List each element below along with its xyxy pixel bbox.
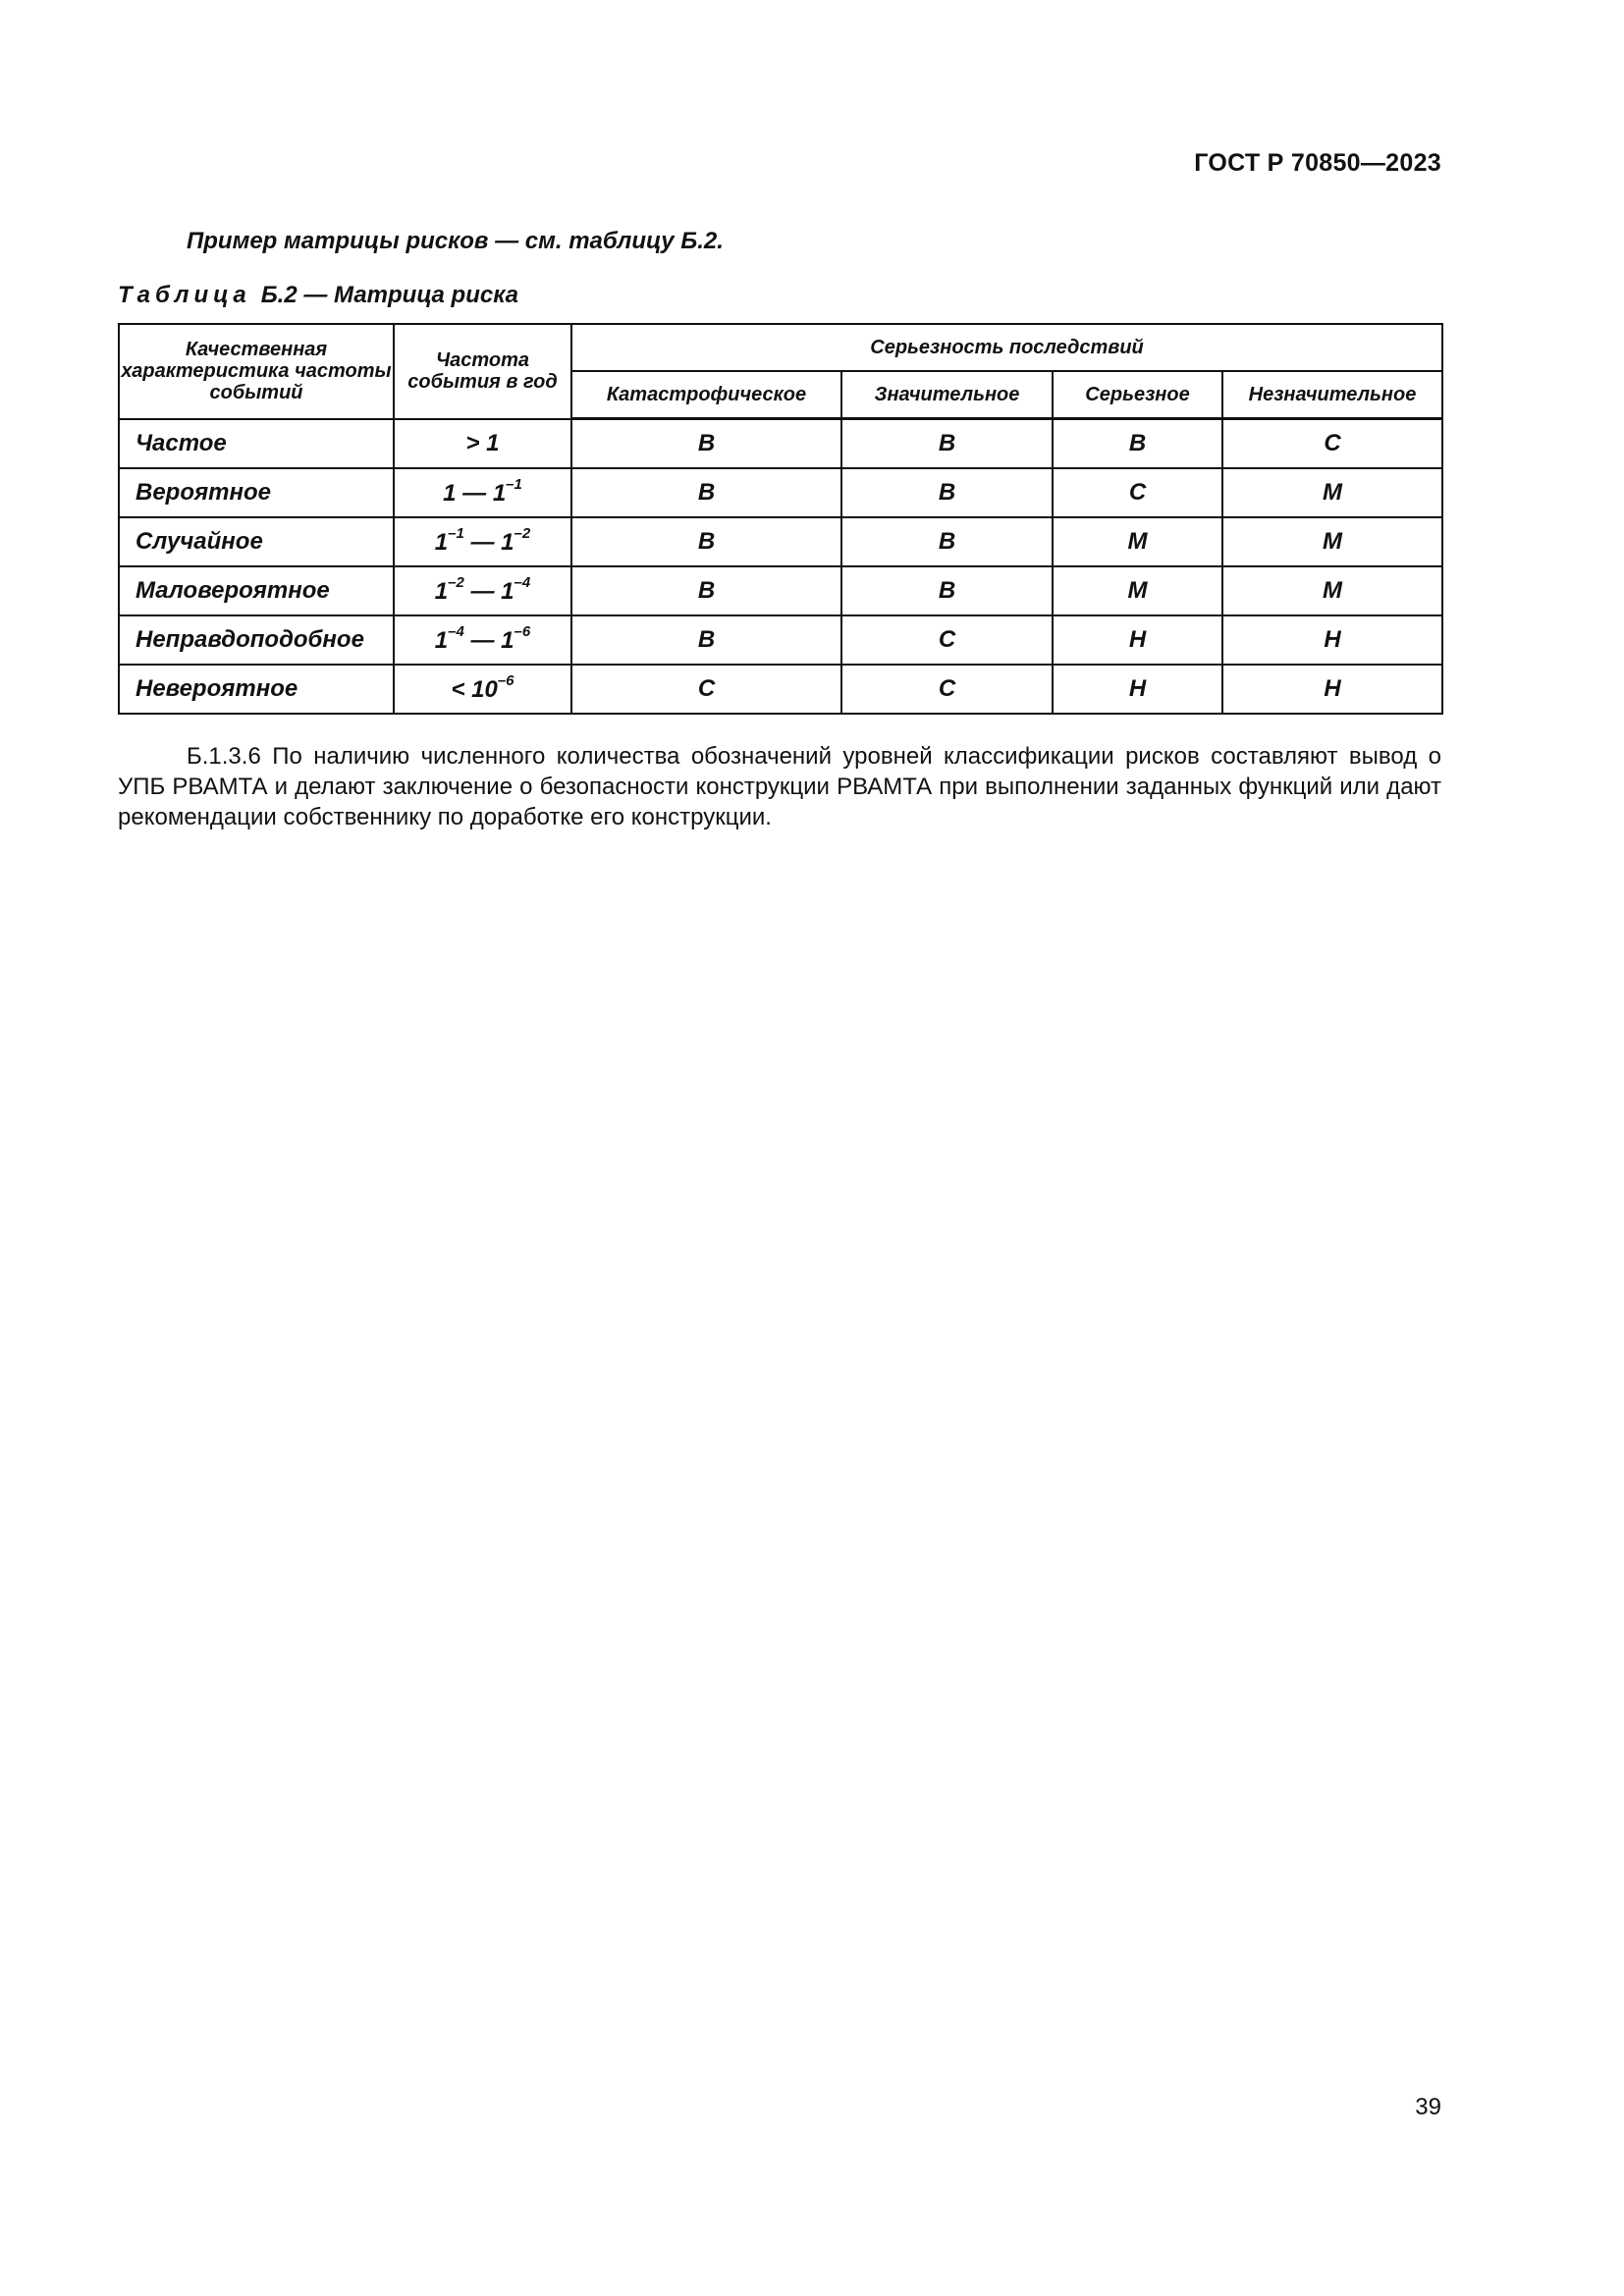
frequency-exponent: –2 <box>514 524 531 542</box>
header-characteristic: Качественная характеристика частоты событий <box>119 324 394 419</box>
frequency-cell <box>394 566 571 615</box>
row-label: Вероятное <box>119 468 394 517</box>
frequency-cell <box>394 615 571 665</box>
risk-cell: В <box>571 566 841 615</box>
table-caption-label: Таблица <box>118 282 251 308</box>
frequency-exponent: –2 <box>448 573 464 591</box>
table-row <box>119 517 1442 566</box>
header-severity: Серьезное <box>1053 371 1222 419</box>
frequency-separator: — 1 <box>463 528 514 556</box>
risk-cell: С <box>841 615 1053 665</box>
risk-cell: М <box>1222 566 1442 615</box>
frequency-exponent: –1 <box>506 475 522 493</box>
risk-cell: С <box>571 665 841 714</box>
frequency-cell <box>394 419 571 469</box>
page-number: 39 <box>1415 2094 1441 2120</box>
frequency-exponent: –4 <box>448 622 464 640</box>
frequency-exponent: –4 <box>514 573 531 591</box>
table-caption-title: Б.2 — Матрица риска <box>260 282 518 308</box>
table-row <box>119 665 1442 714</box>
row-label: Случайное <box>119 517 394 566</box>
risk-cell: С <box>1053 468 1222 517</box>
risk-cell: В <box>571 419 841 469</box>
frequency-separator: — 1 <box>463 577 514 605</box>
frequency-base: 1 — 1 <box>443 479 507 507</box>
header-severity: Значительное <box>841 371 1053 419</box>
table-row <box>119 468 1442 517</box>
risk-cell: М <box>1222 468 1442 517</box>
risk-cell: М <box>1053 517 1222 566</box>
risk-cell: В <box>841 468 1053 517</box>
body-paragraph: Б.1.3.6 По наличию численного количества обозначений уровней классификации рисков составляют вывод о УПБ РВАМТА и делают заключение о безопасности конструкции РВАМТА при выполнении заданных функций или дают рекомендации собственнику по доработке его конструкции. <box>118 743 1441 830</box>
row-label: Частое <box>119 419 394 469</box>
risk-cell: М <box>1053 566 1222 615</box>
risk-cell: Н <box>1222 665 1442 714</box>
table-caption <box>118 282 518 309</box>
risk-cell: В <box>571 468 841 517</box>
header-severity: Катастрофическое <box>571 371 841 419</box>
intro-text: Пример матрицы рисков — см. таблицу Б.2. <box>187 228 724 254</box>
table-row <box>119 566 1442 615</box>
risk-matrix-table <box>118 323 1443 715</box>
frequency-base: 1 <box>434 577 449 605</box>
document-number: ГОСТ Р 70850—2023 <box>1194 149 1441 177</box>
frequency-exponent: –1 <box>448 524 464 542</box>
frequency-base: 1 <box>434 626 449 654</box>
table-row <box>119 419 1442 469</box>
frequency-base: < 10 <box>451 675 498 703</box>
frequency-exponent: –6 <box>497 671 514 689</box>
risk-cell: В <box>841 419 1053 469</box>
header-severity: Незначительное <box>1222 371 1442 419</box>
row-label: Маловероятное <box>119 566 394 615</box>
risk-cell: В <box>571 615 841 665</box>
risk-cell: В <box>841 566 1053 615</box>
row-label: Невероятное <box>119 665 394 714</box>
frequency-base: > 1 <box>465 430 500 457</box>
risk-cell: М <box>1222 517 1442 566</box>
risk-cell: С <box>1222 419 1442 469</box>
risk-cell: В <box>1053 419 1222 469</box>
header-severity-group: Серьезность последствий <box>571 324 1442 371</box>
frequency-cell <box>394 665 571 714</box>
frequency-base: 1 <box>434 528 449 556</box>
risk-cell: Н <box>1222 615 1442 665</box>
risk-cell: С <box>841 665 1053 714</box>
risk-cell: В <box>571 517 841 566</box>
frequency-cell <box>394 468 571 517</box>
frequency-cell <box>394 517 571 566</box>
table-row <box>119 615 1442 665</box>
frequency-separator: — 1 <box>463 626 514 654</box>
risk-cell: В <box>841 517 1053 566</box>
risk-cell: Н <box>1053 615 1222 665</box>
frequency-exponent: –6 <box>514 622 531 640</box>
row-label: Неправдоподобное <box>119 615 394 665</box>
risk-cell: Н <box>1053 665 1222 714</box>
header-frequency: Частота события в год <box>394 324 571 419</box>
